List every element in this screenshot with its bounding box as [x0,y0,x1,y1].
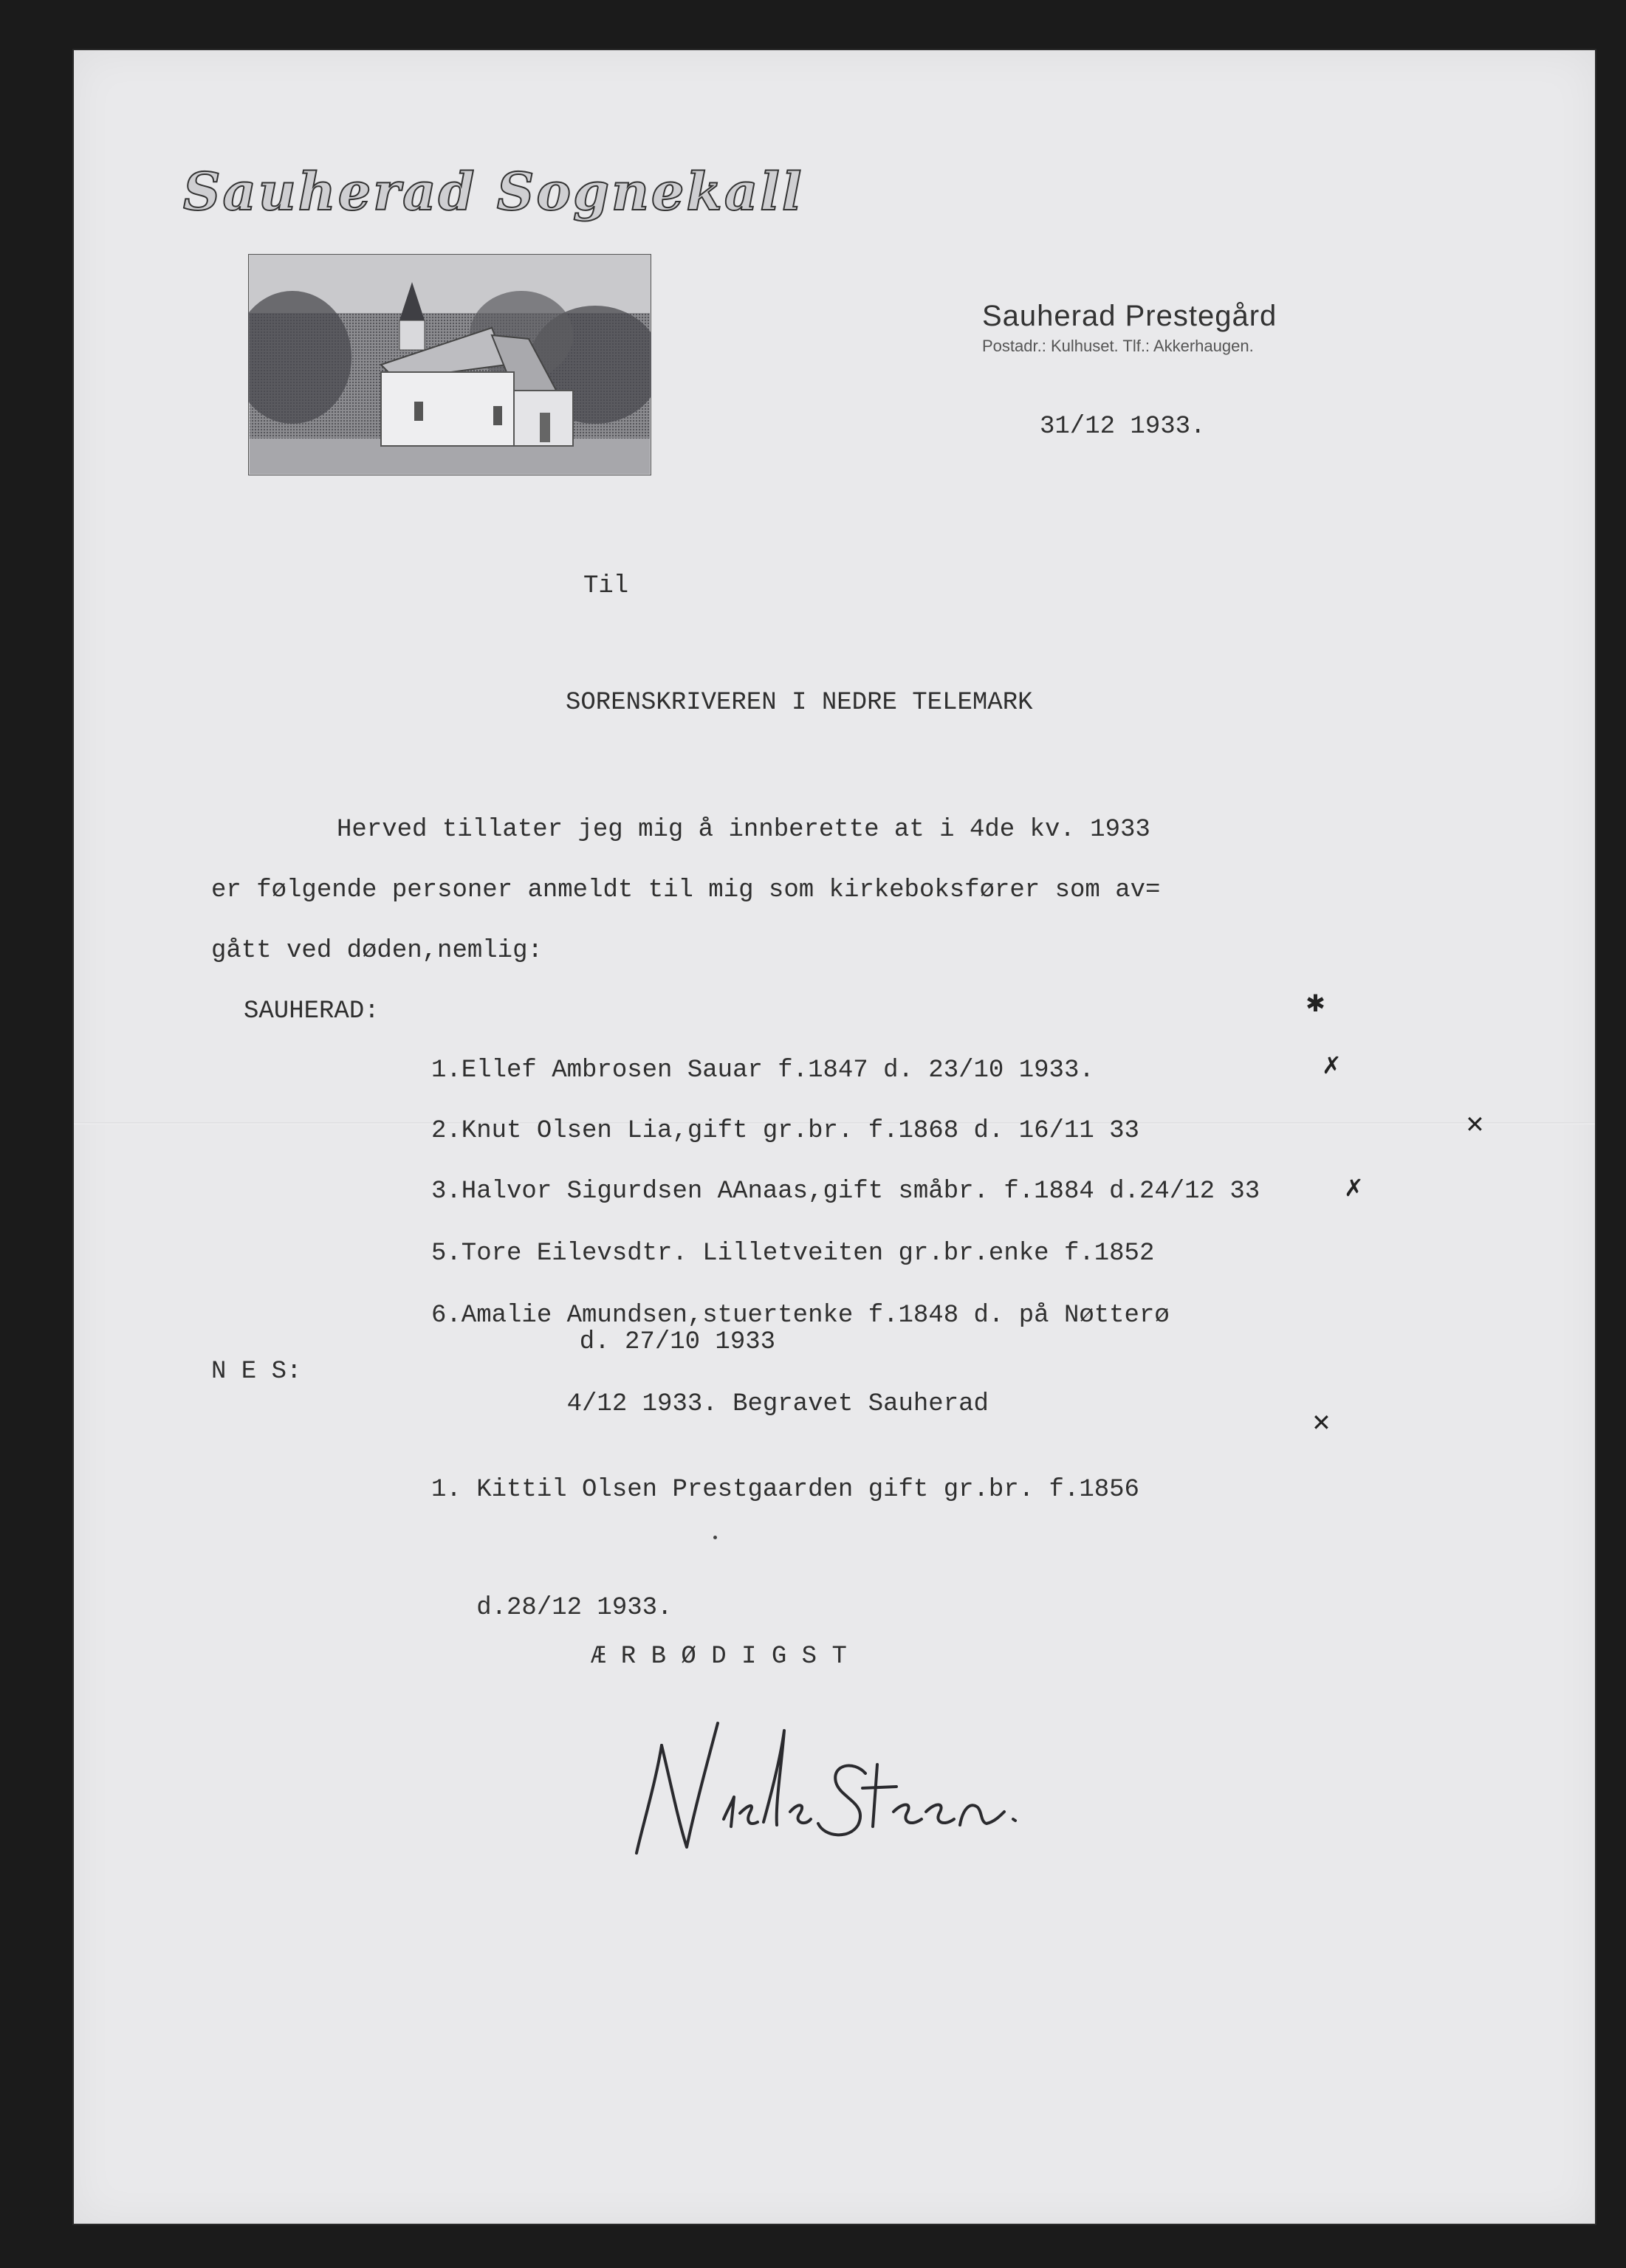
address-line-2: Postadr.: Kulhuset. Tlf.: Akkerhaugen. [982,337,1254,355]
address-line-1: Sauherad Prestegård [982,300,1277,332]
entry-line: 4/12 1933. Begravet Sauherad [431,1390,989,1418]
parish-label-sauherad: SAUHERAD: [244,997,380,1025]
entry-mark: ✱ [1306,989,1325,1017]
closing: Æ R B Ø D I G S T [591,1643,847,1671]
entry-line: d. 27/10 1933 [549,1328,776,1356]
entry-line: 5.Tore Eilevsdtr. Lilletveiten gr.br.enke f.1852 [431,1240,1155,1268]
entry-mark: ✕ [1311,1409,1331,1437]
entry-line: 6.Amalie Amundsen,stuertenke f.1848 d. på Nøtterø [431,1302,1170,1330]
entry-line: 1. Kittil Olsen Prestgaarden gift gr.br. f.1856 [431,1476,1139,1504]
body-line-1: Herved tillater jeg mig å innberette at i 4de kv. 1933 [337,816,1150,844]
ink-dot [713,1536,717,1539]
body-line-3: gått ved døden,nemlig: [211,937,543,965]
entry-line: 1.Ellef Ambrosen Sauar f.1847 d. 23/10 1933. [431,1056,1094,1085]
handwritten-signature [591,1701,1108,1878]
recipient: SORENSKRIVEREN I NEDRE TELEMARK [566,689,1033,717]
entry-line: d.28/12 1933. [431,1594,673,1622]
body-line-2: er følgende personer anmeldt til mig som kirkeboksfører som av= [211,876,1161,904]
letter-page [74,50,1595,2224]
entry-line: 3.Halvor Sigurdsen AAnaas,gift småbr. f.1884 d.24/12 33 [431,1178,1260,1206]
entry-mark: ✗ [1344,1174,1364,1202]
church-photo [248,254,651,475]
parish-label-nes: N E S: [211,1358,302,1386]
entry-mark: ✕ [1465,1110,1485,1138]
letterhead-address [982,297,1277,357]
entry-mark: ✗ [1322,1051,1342,1079]
letter-date: 31/12 1933. [1040,413,1206,441]
letterhead-masthead: Sauherad Sognekall [183,161,804,222]
entry-line: 2.Knut Olsen Lia,gift gr.br. f.1868 d. 16/11 33 [431,1117,1139,1145]
salutation: Til [583,572,629,600]
